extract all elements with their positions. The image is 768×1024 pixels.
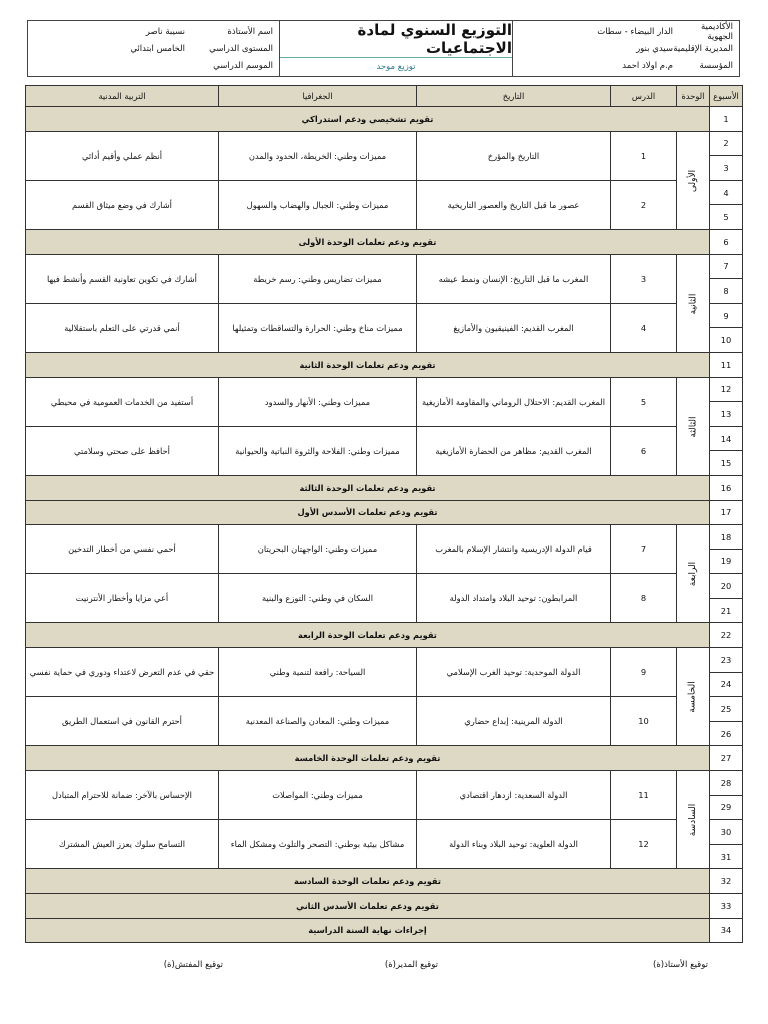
history-cell: الدولة العلوية: توحيد البلاد وبناء الدولة [417, 820, 611, 869]
geography-cell: مميزات وطني: الواجهتان البحريتان [219, 525, 417, 574]
band-row: تقويم ودعم تعلمات الوحدة السادسة [26, 869, 710, 894]
unit-cell: الخامسة [677, 648, 710, 746]
unit-cell: السادسة [677, 771, 710, 869]
week-number: 13 [710, 402, 743, 427]
history-cell: الدولة الموحدية: توحيد الغرب الإسلامي [417, 648, 611, 697]
table-row [26, 648, 743, 673]
history-cell: الدولة المرينية: إبداع حضاري [417, 697, 611, 746]
week-number: 33 [710, 894, 743, 919]
table-row [26, 352, 743, 377]
week-number: 16 [710, 475, 743, 500]
lesson-number: 11 [611, 771, 677, 820]
table-row [26, 525, 743, 550]
week-number: 34 [710, 918, 743, 943]
history-cell: المغرب ما قبل التاريخ: الإنسان ونمط عيشه [417, 254, 611, 303]
geography-cell: السياحة: رافعة لتنمية وطني [219, 648, 417, 697]
unit-cell: الأولى [677, 131, 710, 229]
header-title-block [279, 21, 512, 76]
week-number: 3 [710, 156, 743, 181]
week-number: 6 [710, 229, 743, 254]
history-cell: قيام الدولة الإدريسية وانتشار الإسلام بالمغرب [417, 525, 611, 574]
table-header-row [26, 86, 743, 107]
lesson-number: 3 [611, 254, 677, 303]
week-number: 12 [710, 377, 743, 402]
table-row [26, 894, 743, 919]
week-number: 8 [710, 279, 743, 304]
band-row: إجراءات نهاية السنة الدراسية [26, 918, 710, 943]
week-number: 27 [710, 746, 743, 771]
week-number: 31 [710, 844, 743, 869]
teacher-row: اسم الأستاذة نسيبة ناصر [145, 26, 273, 37]
directorate-row: المديرية الإقليمية سيدي بنور [636, 43, 733, 54]
week-number: 24 [710, 672, 743, 697]
week-number: 4 [710, 180, 743, 205]
week-number: 14 [710, 426, 743, 451]
week-number: 2 [710, 131, 743, 156]
lesson-number: 5 [611, 377, 677, 426]
inspector-signature-label: توقيع المفتش(ة) [163, 960, 223, 970]
document-subtitle: توزيع موحد [376, 62, 416, 72]
week-number: 15 [710, 451, 743, 476]
week-number: 5 [710, 205, 743, 230]
band-row: تقويم ودعم تعلمات الوحدة الأولى [26, 229, 710, 254]
col-unit: الوحدة [677, 86, 710, 107]
table-row [26, 869, 743, 894]
unit-cell: الرابعة [677, 525, 710, 623]
civic-cell: أنمي قدرتي على التعلم باستقلالية [26, 303, 219, 352]
table-row [26, 131, 743, 156]
table-row [26, 623, 743, 648]
geography-cell: مميزات وطني: الجبال والهضاب والسهول [219, 180, 417, 229]
lesson-number: 2 [611, 180, 677, 229]
table-row [26, 254, 743, 279]
table-row [26, 771, 743, 796]
table-row [26, 697, 743, 722]
week-number: 23 [710, 648, 743, 673]
table-row [26, 180, 743, 205]
table-row [26, 746, 743, 771]
civic-cell: أحترم القانون في استعمال الطريق [26, 697, 219, 746]
week-number: 18 [710, 525, 743, 550]
col-history: التاريخ [417, 86, 611, 107]
civic-cell: الإحساس بالآخر: ضمانة للاحترام المتبادل [26, 771, 219, 820]
civic-cell: أعي مزايا وأخطار الأنترنيت [26, 574, 219, 623]
week-number: 10 [710, 328, 743, 353]
week-number: 17 [710, 500, 743, 525]
unit-cell: الثالثة [677, 377, 710, 475]
week-number: 26 [710, 721, 743, 746]
history-cell: المغرب القديم: مظاهر من الحضارة الأمازيغية [417, 426, 611, 475]
geography-cell: مميزات وطني: الخريطة، الحدود والمدن [219, 131, 417, 180]
lesson-number: 9 [611, 648, 677, 697]
week-number: 20 [710, 574, 743, 599]
lesson-number: 10 [611, 697, 677, 746]
teacher-signature-label: توقيع الأستاذ(ة) [653, 960, 708, 970]
director-signature-label: توقيع المدير(ة) [384, 960, 438, 970]
lesson-number: 12 [611, 820, 677, 869]
civic-cell: أشارك في تكوين تعاونية القسم وأنشط فيها [26, 254, 219, 303]
geography-cell: مميزات تضاريس وطني: رسم خريطة [219, 254, 417, 303]
geography-cell: السكان في وطني: التوزع والبنية [219, 574, 417, 623]
week-number: 28 [710, 771, 743, 796]
week-number: 1 [710, 107, 743, 132]
week-number: 9 [710, 303, 743, 328]
history-cell: التاريخ والمؤرخ [417, 131, 611, 180]
week-number: 32 [710, 869, 743, 894]
school-row: المؤسسة م.م اولاد احمد [622, 60, 733, 71]
geography-cell: مميزات وطني: الفلاحة والثروة النباتية والحيوانية [219, 426, 417, 475]
history-cell: عصور ما قبل التاريخ والعصور التاريخية [417, 180, 611, 229]
table-row [26, 820, 743, 845]
header-admin-info [512, 21, 739, 76]
civic-cell: أنظم عملي وأقيم أدائي [26, 131, 219, 180]
lesson-number: 4 [611, 303, 677, 352]
band-row: تقويم ودعم تعلمات الوحدة الخامسة [26, 746, 710, 771]
week-number: 30 [710, 820, 743, 845]
geography-cell: مميزات وطني: المواصلات [219, 771, 417, 820]
geography-cell: مشاكل بيئية بوطني: التصحر والتلوث ومشكل الماء [219, 820, 417, 869]
table-row [26, 377, 743, 402]
col-lesson: الدرس [611, 86, 677, 107]
level-row: المستوى الدراسي الخامس ابتدائي [130, 43, 273, 54]
table-row [26, 303, 743, 328]
annual-distribution-table [25, 85, 743, 943]
week-number: 11 [710, 352, 743, 377]
table-row [26, 500, 743, 525]
table-row [26, 918, 743, 943]
col-week: الأسبوع [710, 86, 743, 107]
geography-cell: مميزات مناخ وطني: الحرارة والتساقطات وتمثيلها [219, 303, 417, 352]
week-number: 22 [710, 623, 743, 648]
table-row [26, 229, 743, 254]
header-teacher-info [28, 21, 279, 76]
col-civic: التربية المدنية [26, 86, 219, 107]
geography-cell: مميزات وطني: الأنهار والسدود [219, 377, 417, 426]
band-row: تقويم ودعم تعلمات الأسدس الثاني [26, 894, 710, 919]
history-cell: الدولة السعدية: ازدهار اقتصادي [417, 771, 611, 820]
col-geography: الجغرافيا [219, 86, 417, 107]
unit-cell: الثانية [677, 254, 710, 352]
academy-row: الأكاديمية الجهوية الدار البيضاء - سطات [597, 21, 733, 42]
band-row: تقويم ودعم تعلمات الأسدس الأول [26, 500, 710, 525]
table-row [26, 475, 743, 500]
week-number: 7 [710, 254, 743, 279]
document-header [27, 20, 740, 77]
civic-cell: التسامح سلوك يعزز العيش المشترك [26, 820, 219, 869]
lesson-number: 1 [611, 131, 677, 180]
civic-cell: أحمي نفسي من أخطار التدخين [26, 525, 219, 574]
table-row [26, 426, 743, 451]
band-row: تقويم تشخيصي ودعم استدراكي [26, 107, 710, 132]
civic-cell: أستفيد من الخدمات العمومية في محيطي [26, 377, 219, 426]
civic-cell: أشارك في وضع ميثاق القسم [26, 180, 219, 229]
lesson-number: 8 [611, 574, 677, 623]
table-row [26, 107, 743, 132]
week-number: 19 [710, 549, 743, 574]
history-cell: المغرب القديم: الاحتلال الروماني والمقاومة الأمازيغية [417, 377, 611, 426]
band-row: تقويم ودعم تعلمات الوحدة الثالثة [26, 475, 710, 500]
week-number: 21 [710, 598, 743, 623]
history-cell: المغرب القديم: الفينيقيون والأمازيغ [417, 303, 611, 352]
geography-cell: مميزات وطني: المعادن والصناعة المعدنية [219, 697, 417, 746]
lesson-number: 7 [611, 525, 677, 574]
table-row [26, 574, 743, 599]
band-row: تقويم ودعم تعلمات الوحدة الرابعة [26, 623, 710, 648]
week-number: 29 [710, 795, 743, 820]
lesson-number: 6 [611, 426, 677, 475]
civic-cell: حقي في عدم التعرض لاعتداء ودوري في حماية نفسي [26, 648, 219, 697]
civic-cell: أحافظ على صحتي وسلامتي [26, 426, 219, 475]
week-number: 25 [710, 697, 743, 722]
season-row: الموسم الدراسي [213, 60, 273, 71]
history-cell: المرابطون: توحيد البلاد وامتداد الدولة [417, 574, 611, 623]
document-title: التوزيع السنوي لمادة الاجتماعيات [280, 21, 512, 58]
band-row: تقويم ودعم تعلمات الوحدة الثانية [26, 352, 710, 377]
